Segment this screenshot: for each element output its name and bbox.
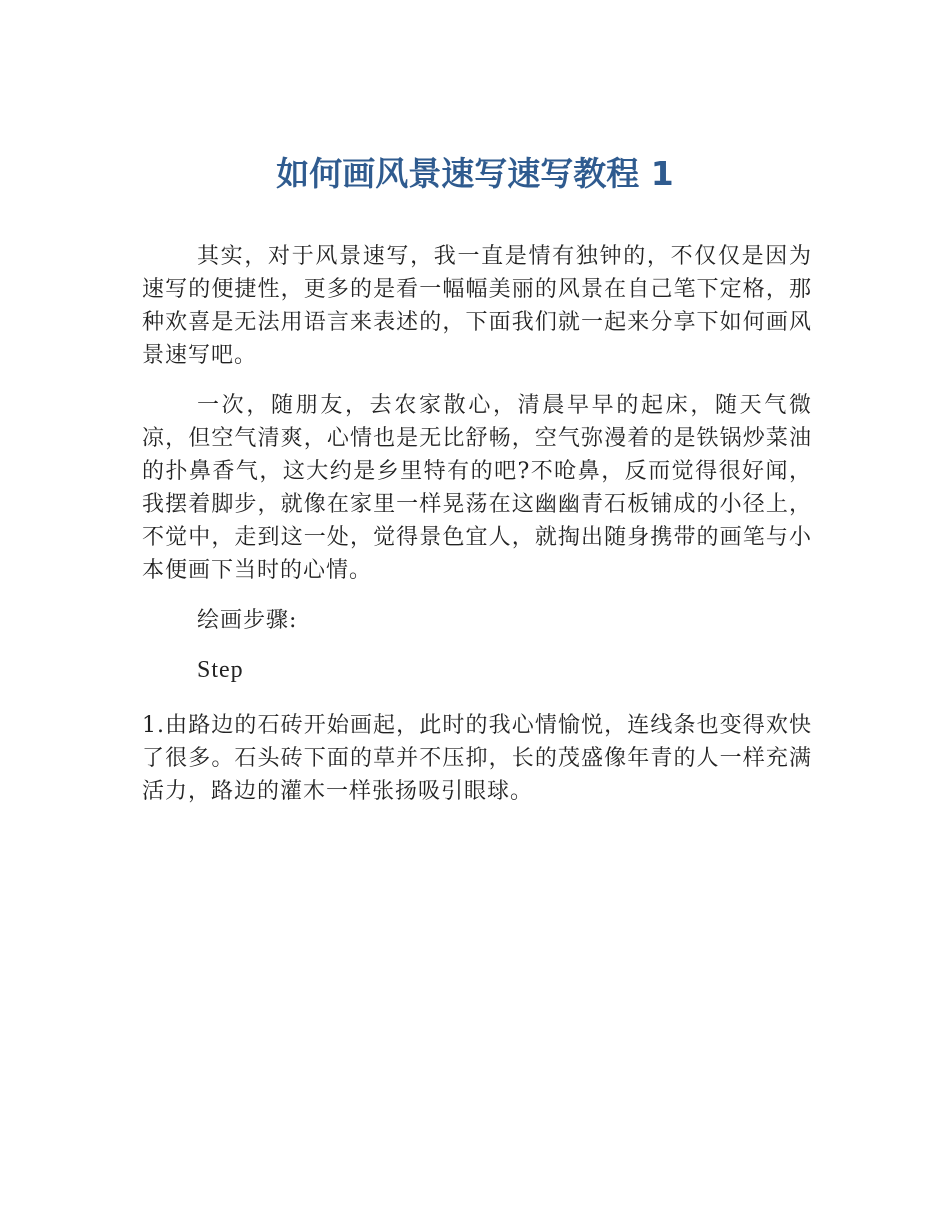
- paragraph-steps-heading: 绘画步骤:: [197, 608, 298, 633]
- paragraph-story: 一次，随朋友，去农家散心，清晨早早的起床，随天气微凉，但空气清爽，心情也是无比舒畅，空气弥漫着的是铁锅炒菜油的扑鼻香气，这大约是乡里特有的吧?不呛鼻，反而觉得很好闻，我摆着脚步，就像在家里一样晃荡在这幽幽青石板铺成的小径上，不觉中，走到这一处，觉得景色宜人，就掏出随身携带的画笔与小本便画下当时的心情。: [142, 393, 812, 583]
- paragraph-step-1: 1.由路边的石砖开始画起，此时的我心情愉悦，连线条也变得欢快了很多。石头砖下面的草并不压抑，长的茂盛像年青的人一样充满活力，路边的灌木一样张扬吸引眼球。: [142, 713, 812, 804]
- document-body: [142, 240, 812, 825]
- document-title: 如何画风景速写速写教程 1: [276, 154, 674, 193]
- paragraph-intro: 其实，对于风景速写，我一直是情有独钟的，不仅仅是因为速写的便捷性，更多的是看一幅幅美丽的风景在自己笔下定格，那种欢喜是无法用语言来表述的，下面我们就一起来分享下如何画风景速写吧。: [142, 244, 812, 368]
- paragraph-step-label: Step: [197, 657, 244, 683]
